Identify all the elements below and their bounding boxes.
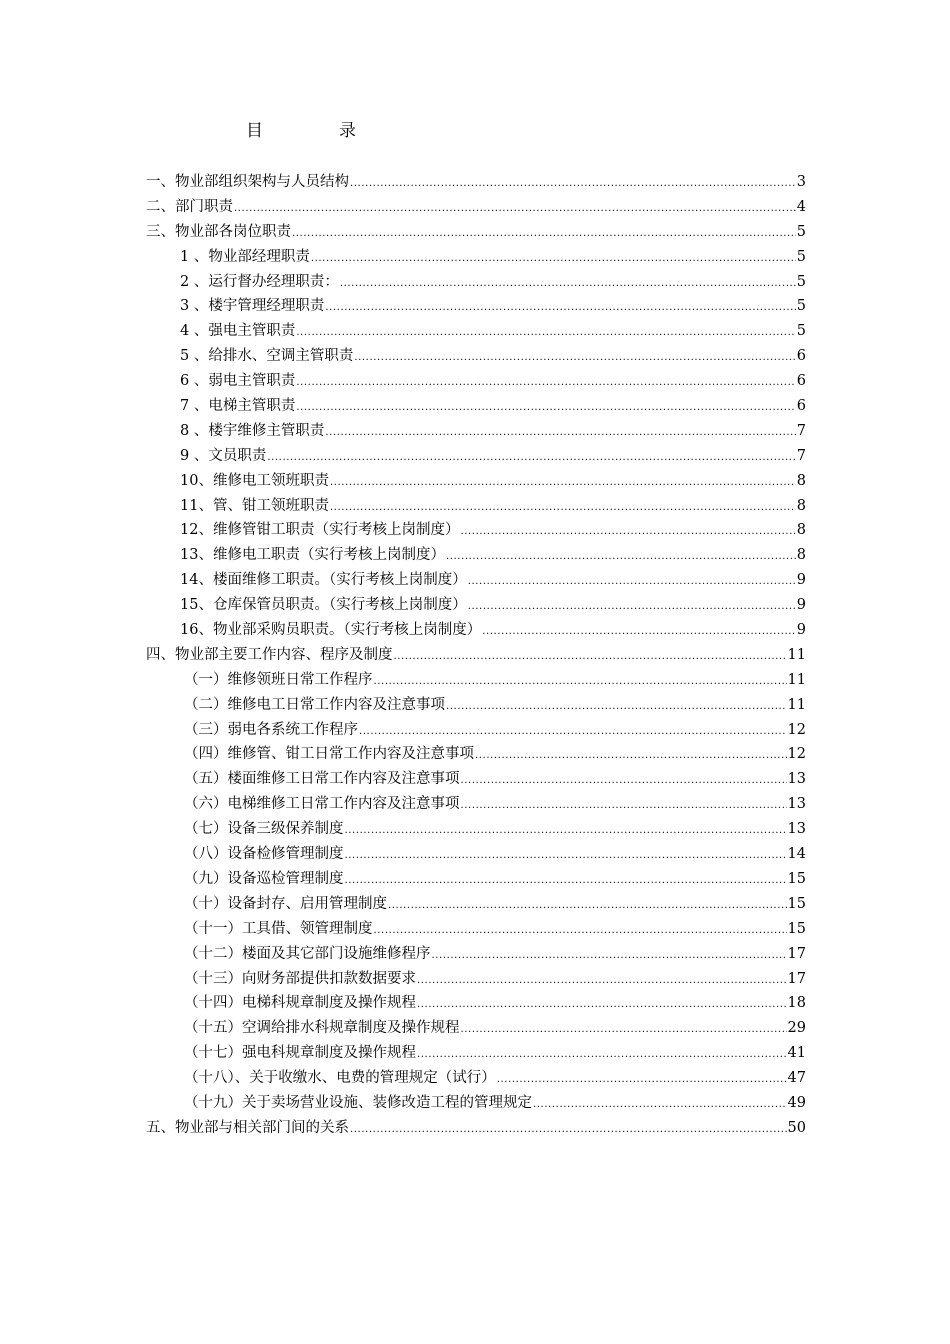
toc-entry-page-number: 12 [787,721,806,738]
toc-entry-title: 5 、给排水、空调主管职责 [180,348,354,365]
toc-entry-title: 9 、文员职责 [180,447,267,464]
toc-entry-page-number: 29 [787,1020,806,1037]
toc-dot-leader [468,595,796,620]
toc-title [246,119,356,143]
toc-entry[interactable] [146,494,806,519]
toc-entry-page-number: 14 [787,846,806,863]
toc-entry-page-number: 5 [796,273,806,290]
toc-entry[interactable] [146,643,806,668]
toc-entry[interactable] [146,1116,806,1141]
toc-entry-page-number: 8 [796,547,806,564]
toc-entry-page-number: 13 [787,771,806,788]
toc-dot-leader [461,769,787,794]
toc-entry-title: 11、管、钳工领班职责 [180,497,329,514]
toc-entry[interactable] [146,991,806,1016]
toc-entry-title: 7 、电梯主管职责 [180,398,296,415]
toc-entry[interactable] [146,319,806,344]
toc-entry[interactable] [146,892,806,917]
toc-entry-page-number: 11 [787,646,806,663]
toc-entry-title: （四）维修管、钳工日常工作内容及注意事项 [184,746,474,763]
toc-entry[interactable] [146,1041,806,1066]
toc-dot-leader [350,1118,787,1143]
toc-entry[interactable] [146,294,806,319]
toc-entry-title: 12、维修管钳工职责（实行考核上岗制度） [180,522,460,539]
toc-dot-leader [354,346,795,371]
toc-entry[interactable] [146,593,806,618]
toc-entry[interactable] [146,518,806,543]
toc-entry[interactable] [146,718,806,743]
toc-entry-page-number: 3 [796,174,806,190]
toc-dot-leader [432,944,787,969]
toc-entry-title: （十七）强电科规章制度及操作规程 [184,1045,416,1062]
toc-entry-title: 14、楼面维修工职责。（实行考核上岗制度） [180,572,467,589]
toc-entry[interactable] [146,668,806,693]
toc-entry-title: （五）楼面维修工日常工作内容及注意事项 [184,771,460,788]
toc-dot-leader [330,496,796,521]
toc-entry-title: （七）设备三级保养制度 [184,821,344,838]
toc-entry-title: 10、维修电工领班职责 [180,472,329,489]
toc-entry[interactable] [146,742,806,767]
toc-dot-leader [533,1093,787,1118]
toc-entry-title: 3 、楼宇管理经理职责 [180,298,325,315]
toc-entry-page-number: 6 [796,348,806,365]
toc-entry-title: 二、部门职责 [146,198,233,215]
toc-entry-page-number: 47 [787,1070,806,1087]
toc-entry-title: （十四）电梯科规章制度及操作规程 [184,995,416,1012]
toc-entry[interactable] [146,842,806,867]
toc-dot-leader [417,993,787,1018]
toc-entry-page-number: 13 [787,796,806,813]
toc-entry[interactable] [146,1066,806,1091]
toc-entry-title: 6 、弱电主管职责 [180,373,296,390]
toc-dot-leader [345,869,787,894]
toc-entry[interactable] [146,792,806,817]
toc-title-char-2: 录 [339,121,356,141]
toc-entry-page-number: 41 [787,1045,806,1062]
toc-entry-title: 8 、楼宇维修主管职责 [180,422,325,439]
toc-entry-title: （三）弱电各系统工作程序 [184,721,358,738]
toc-entry-title: （十一）工具借、领管理制度 [184,920,373,937]
toc-entry-title: （十三）向财务部提供扣款数据要求 [184,970,416,987]
toc-dot-leader [468,570,796,595]
toc-entry-title: （十九）关于卖场营业设施、装修改造工程的管理规定 [184,1094,532,1111]
toc-entry-page-number: 11 [787,671,806,688]
toc-dot-leader [340,272,796,297]
toc-entry-page-number: 12 [787,746,806,763]
toc-entry[interactable] [146,270,806,295]
toc-entry-page-number: 6 [796,398,806,415]
toc-dot-leader [460,520,795,545]
toc-entry-page-number: 5 [796,298,806,315]
toc-dot-leader [359,720,787,745]
toc-entry-title: （九）设备巡检管理制度 [184,870,344,887]
toc-dot-leader [417,1043,787,1068]
toc-dot-leader [497,1068,787,1093]
toc-entry[interactable] [146,568,806,593]
toc-entry-page-number: 6 [796,373,806,390]
toc-dot-leader [388,894,787,919]
toc-title-char-1: 目 [246,121,263,141]
toc-entry-page-number: 7 [796,422,806,439]
toc-entry-title: 15、仓库保管员职责。（实行考核上岗制度） [180,597,467,614]
toc-dot-leader [267,446,795,471]
toc-dot-leader [374,670,787,695]
toc-entry[interactable] [146,917,806,942]
toc-entry-page-number: 13 [787,821,806,838]
toc-entry[interactable] [146,394,806,419]
toc-entry-page-number: 15 [787,895,806,912]
toc-entry-page-number: 7 [796,447,806,464]
toc-entry-page-number: 17 [787,945,806,962]
toc-entry-page-number: 17 [787,970,806,987]
toc-entry-title: 一、物业部组织架构与人员结构 [146,174,349,190]
toc-entry-title: 4 、强电主管职责 [180,323,296,340]
toc-entry-title: （十八）、关于收缴水、电费的管理规定（试行） [184,1070,496,1087]
toc-dot-leader [234,197,796,222]
toc-entry-page-number: 8 [796,472,806,489]
toc-entry[interactable] [146,369,806,394]
toc-entry-page-number: 5 [796,323,806,340]
toc-entry-page-number: 8 [796,522,806,539]
toc-entry-page-number: 8 [796,497,806,514]
toc-entry[interactable] [146,693,806,718]
toc-dot-leader [446,545,796,570]
toc-entry-page-number: 9 [796,572,806,589]
toc-entry[interactable] [146,1091,806,1116]
toc-entry[interactable] [146,344,806,369]
toc-entry-page-number: 15 [787,870,806,887]
toc-entry-title: 16、物业部采购员职责。（实行考核上岗制度） [180,622,482,639]
toc-entry[interactable] [146,767,806,792]
toc-entry[interactable] [146,967,806,992]
toc-entry[interactable] [146,220,806,245]
toc-entry-page-number: 15 [787,920,806,937]
toc-entry[interactable] [146,867,806,892]
toc-entry-page-number: 9 [796,622,806,639]
toc-entry-page-number: 5 [796,223,806,240]
toc-entry-title: （十）设备封存、启用管理制度 [184,895,387,912]
toc-dot-leader [296,396,795,421]
toc-entry-title: （十五）空调给排水科规章制度及操作规程 [184,1020,460,1037]
toc-entry[interactable] [146,419,806,444]
toc-entry[interactable] [146,1016,806,1041]
toc-entry[interactable] [146,817,806,842]
toc-entry[interactable] [146,170,806,195]
toc-dot-leader [446,695,787,720]
toc-entry-page-number: 18 [787,995,806,1012]
toc-entry[interactable] [146,942,806,967]
toc-entry[interactable] [146,543,806,568]
toc-entry-page-number: 5 [796,248,806,265]
toc-entry-title: （二）维修电工日常工作内容及注意事项 [184,696,445,713]
toc-entry[interactable] [146,469,806,494]
toc-dot-leader [345,844,787,869]
toc-dot-leader [345,819,787,844]
toc-dot-leader [350,172,796,197]
toc-dot-leader [374,919,787,944]
toc-entry-page-number: 49 [787,1094,806,1111]
toc-entry-title: 2 、运行督办经理职责： [180,273,339,290]
toc-dot-leader [296,321,795,346]
toc-dot-leader [461,1018,787,1043]
toc-dot-leader [292,222,796,247]
toc-dot-leader [482,620,796,645]
toc-entry[interactable] [146,444,806,469]
toc-entry-page-number: 4 [796,198,806,215]
toc-entry-title: （十二）楼面及其它部门设施维修程序 [184,945,431,962]
toc-entry[interactable] [146,618,806,643]
toc-entry-page-number: 9 [796,597,806,614]
toc-entry-page-number: 11 [787,696,806,713]
toc-entry-title: 13、维修电工职责（实行考核上岗制度） [180,547,445,564]
toc-dot-leader [325,296,795,321]
table-of-contents [146,170,806,1141]
toc-dot-leader [330,471,796,496]
toc-entry-page-number: 50 [787,1119,806,1136]
toc-dot-leader [475,744,787,769]
toc-dot-leader [325,421,795,446]
toc-dot-leader [311,247,796,272]
toc-entry[interactable] [146,195,806,220]
toc-entry-title: （八）设备检修管理制度 [184,846,344,863]
toc-dot-leader [394,645,787,670]
toc-dot-leader [296,371,795,396]
toc-entry-title: 三、物业部各岗位职责 [146,223,291,240]
toc-entry-title: 1 、物业部经理职责 [180,248,310,265]
toc-entry-title: （六）电梯维修工日常工作内容及注意事项 [184,796,460,813]
toc-entry-title: 五、物业部与相关部门间的关系 [146,1119,349,1136]
toc-dot-leader [461,794,787,819]
toc-entry[interactable] [146,245,806,270]
toc-entry-title: （一）维修领班日常工作程序 [184,671,373,688]
toc-dot-leader [417,969,787,994]
toc-entry-title: 四、物业部主要工作内容、程序及制度 [146,646,393,663]
